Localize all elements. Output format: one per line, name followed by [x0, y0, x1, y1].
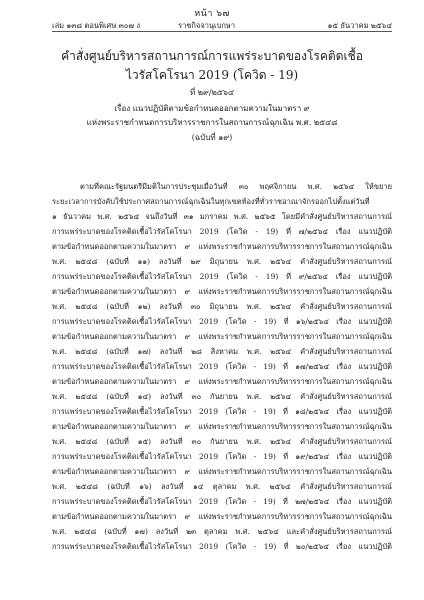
body-line: พ.ศ. ๒๕๔๘ (ฉบับที่ ๑๑) ลงวันที่ ๒๙ มิถุนายน พ.ศ. ๒๕๖๔ คำสั่งศูนย์บริหารสถานการณ์ — [52, 257, 392, 266]
body-line: ตามข้อกำหนดออกตามความในมาตรา ๙ แห่งพระราชกำหนดการบริหารราชการในสถานการณ์ฉุกเฉิน — [52, 287, 392, 296]
body-line: การแพร่ระบาดของโรคติดเชื้อไวรัสโคโรนา 2019 (โควิด - 19) ที่ ๒๗/๒๕๖๔ เรื่อง แนวปฏิบัติ — [52, 497, 392, 506]
document-title-line-2: ไวรัสโคโรนา 2019 (โควิด - 19) — [125, 68, 299, 82]
body-line: ระยะเวลาการบังคับใช้ประกาศสถานการณ์ฉุกเฉินในทุกเขตท้องที่ทั่วราชอาณาจักรออกไปตั้งแต่วันที่ — [52, 197, 370, 206]
body-line: การแพร่ระบาดของโรคติดเชื้อไวรัสโคโรนา 2019 (โควิด - 19) ที่ ๑๖/๒๕๖๔ เรื่อง แนวปฏิบัติ — [52, 317, 392, 326]
body-line: พ.ศ. ๒๕๔๘ (ฉบับที่ ๑๖) ลงวันที่ ๑๔ ตุลาคม พ.ศ. ๒๕๖๔ คำสั่งศูนย์บริหารสถานการณ์ — [52, 482, 392, 491]
body-line: การแพร่ระบาดของโรคติดเชื้อไวรัสโคโรนา 2019 (โควิด - 19) ที่ ๑๗/๒๕๖๔ เรื่อง แนวปฏิบัติ — [52, 362, 392, 371]
body-line: ตามข้อกำหนดออกตามความในมาตรา ๙ แห่งพระราชกำหนดการบริหารราชการในสถานการณ์ฉุกเฉิน — [52, 242, 392, 251]
subject-line-2: แห่งพระราชกำหนดการบริหารราชการในสถานการณ์ฉุกเฉิน พ.ศ. ๒๕๔๘ — [86, 118, 338, 127]
body-line: ตามข้อกำหนดออกตามความในมาตรา ๙ แห่งพระราชกำหนดการบริหารราชการในสถานการณ์ฉุกเฉิน — [52, 467, 392, 476]
subject-line-1: เรื่อง แนวปฏิบัติตามข้อกำหนดออกตามความในมาตรา ๙ — [114, 104, 310, 113]
body-line: ตามข้อกำหนดออกตามความในมาตรา ๙ แห่งพระราชกำหนดการบริหารราชการในสถานการณ์ฉุกเฉิน — [52, 422, 392, 431]
body-line: การแพร่ระบาดของโรคติดเชื้อไวรัสโคโรนา 2019 (โควิด - 19) ที่ ๙/๒๕๖๔ เรื่อง แนวปฏิบัติ — [52, 272, 392, 281]
body-line: พ.ศ. ๒๕๔๘ (ฉบับที่ ๑๗) ลงวันที่ ๒๓ ตุลาคม พ.ศ. ๒๕๖๔ และคำสั่งศูนย์บริหารสถานการณ์ — [52, 527, 392, 536]
document-title-line-1: คำสั่งศูนย์บริหารสถานการณ์การแพร่ระบาดของโรคติดเชื้อ — [61, 49, 363, 63]
volume-issue: เล่ม ๑๓๘ ตอนพิเศษ ๓๐๗ ง — [52, 21, 141, 30]
header-divider — [52, 31, 392, 32]
body-line: การแพร่ระบาดของโรคติดเชื้อไวรัสโคโรนา 2019 (โควิด - 19) ที่ ๒๐/๒๕๖๔ เรื่อง แนวปฏิบัติ — [52, 542, 392, 551]
gazette-name: ราชกิจจานุเบกษา — [178, 21, 236, 30]
body-line: พ.ศ. ๒๕๔๘ (ฉบับที่ ๑๗) ลงวันที่ ๒๘ สิงหาคม พ.ศ. ๒๕๖๔ คำสั่งศูนย์บริหารสถานการณ์ — [52, 347, 392, 356]
order-number: ที่ ๒๙/๒๕๖๔ — [189, 88, 235, 97]
body-line: ตามที่คณะรัฐมนตรีมีมติในการประชุมเมื่อวันที่ ๓๐ พฤศจิกายน พ.ศ. ๒๕๖๔ ให้ขยาย — [80, 182, 392, 191]
body-line: พ.ศ. ๒๕๔๘ (ฉบับที่ ๑๒) ลงวันที่ ๓๐ มิถุนายน พ.ศ. ๒๕๖๔ คำสั่งศูนย์บริหารสถานการณ์ — [52, 302, 392, 311]
subject-line-3: (ฉบับที่ ๑๙) — [191, 133, 233, 142]
body-line: ตามข้อกำหนดออกตามความในมาตรา ๙ แห่งพระราชกำหนดการบริหารราชการในสถานการณ์ฉุกเฉิน — [52, 512, 392, 521]
page-number: หน้า ๖๗ — [194, 9, 230, 19]
body-line: พ.ศ. ๒๕๔๘ (ฉบับที่ ๑๔) ลงวันที่ ๓๐ กันยายน พ.ศ. ๒๕๖๔ คำสั่งศูนย์บริหารสถานการณ์ — [52, 392, 392, 401]
publication-date: ๑๕ ธันวาคม ๒๕๖๔ — [327, 21, 392, 30]
body-line: ตามข้อกำหนดออกตามความในมาตรา ๙ แห่งพระราชกำหนดการบริหารราชการในสถานการณ์ฉุกเฉิน — [52, 377, 392, 386]
body-line: ๑ ธันวาคม พ.ศ. ๒๕๖๔ จนถึงวันที่ ๓๑ มกราคม พ.ศ. ๒๕๖๕ โดยมีคำสั่งศูนย์บริหารสถานการณ์ — [52, 212, 392, 221]
body-line: ตามข้อกำหนดออกตามความในมาตรา ๙ แห่งพระราชกำหนดการบริหารราชการในสถานการณ์ฉุกเฉิน — [52, 332, 392, 341]
body-line: การแพร่ระบาดของโรคติดเชื้อไวรัสโคโรนา 2019 (โควิด - 19) ที่ ๑๙/๒๕๖๔ เรื่อง แนวปฏิบัติ — [52, 452, 392, 461]
body-line: การแพร่ระบาดของโรคติดเชื้อไวรัสโคโรนา 2019 (โควิด - 19) ที่ ๑๘/๒๕๖๔ เรื่อง แนวปฏิบัติ — [52, 407, 392, 416]
body-line: พ.ศ. ๒๕๔๘ (ฉบับที่ ๑๕) ลงวันที่ ๓๐ กันยายน พ.ศ. ๒๕๖๔ คำสั่งศูนย์บริหารสถานการณ์ — [52, 437, 392, 446]
body-line: การแพร่ระบาดของโรคติดเชื้อไวรัสโคโรนา 2019 (โควิด - 19) ที่ ๗/๒๕๖๔ เรื่อง แนวปฏิบัติ — [52, 227, 392, 236]
body-paragraph — [52, 179, 392, 554]
